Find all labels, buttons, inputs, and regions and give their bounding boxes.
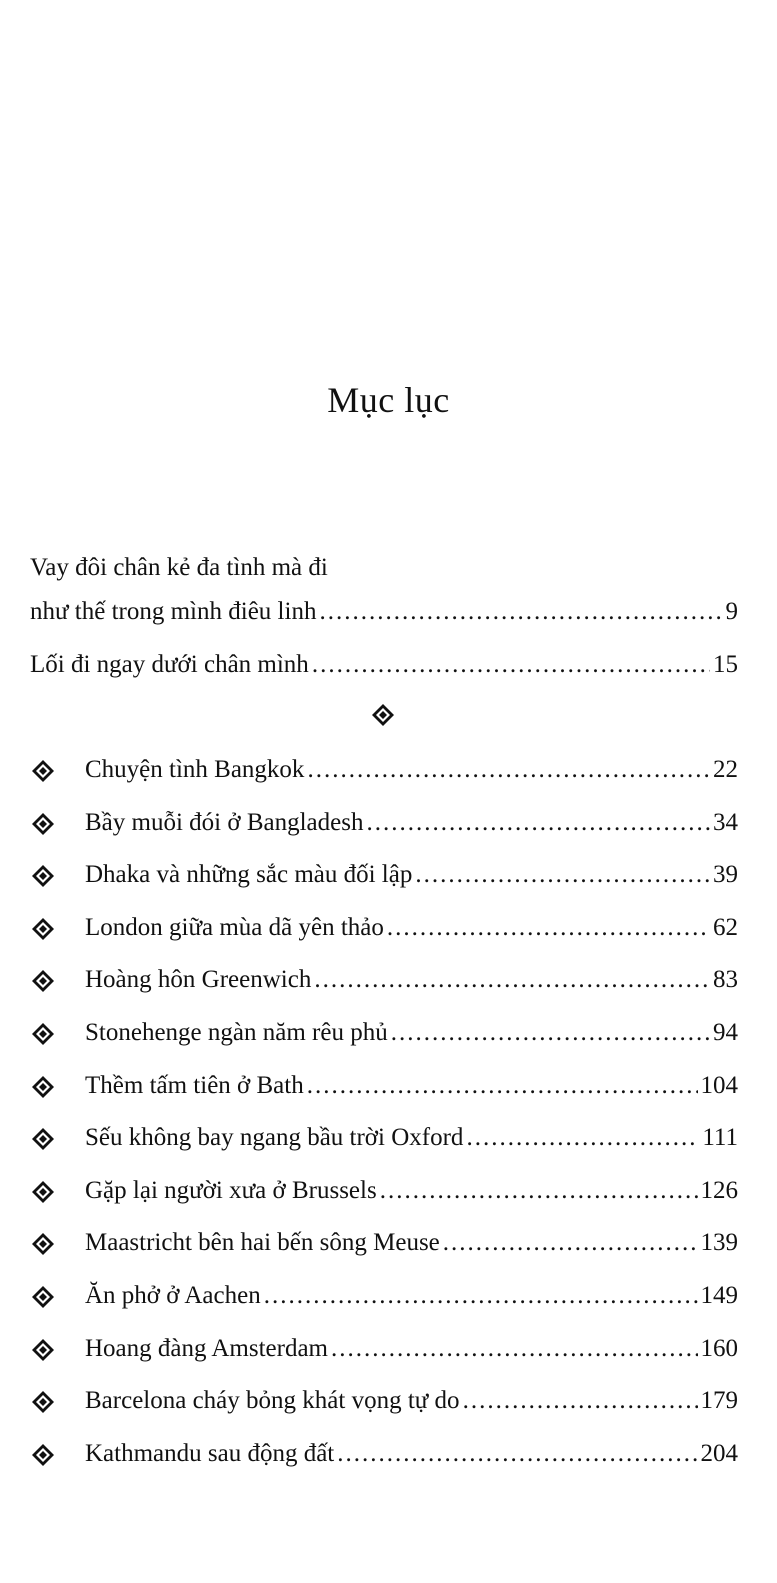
diamond-bullet-icon: [31, 1285, 55, 1309]
entry-title: Maastricht bên hai bến sông Meuse: [85, 1229, 440, 1256]
toc-entry-5[interactable]: [85, 960, 738, 1000]
page-number: 204: [700, 1440, 738, 1467]
toc-entry-13[interactable]: [85, 1381, 738, 1421]
page-number: 179: [700, 1387, 738, 1414]
diamond-bullet-icon: [31, 1127, 55, 1151]
intro-entry-1[interactable]: [30, 592, 738, 632]
leader-dots: [307, 1066, 698, 1106]
page-number: 104: [700, 1072, 738, 1099]
toc-entry-1[interactable]: [85, 750, 738, 790]
page-number: 160: [700, 1335, 738, 1362]
page-number: 149: [700, 1282, 738, 1309]
diamond-bullet-icon: [31, 1390, 55, 1414]
intro-entry-1-line-2: như thế trong mình điêu linh: [30, 598, 317, 625]
diamond-bullet-icon: [31, 1338, 55, 1362]
leader-dots: [264, 1276, 698, 1316]
toc-entry-2[interactable]: [85, 803, 738, 843]
intro-entry-2[interactable]: [30, 645, 738, 685]
leader-dots: [466, 1118, 699, 1158]
page-number: 94: [713, 1019, 738, 1046]
entry-title: Kathmandu sau động đất: [85, 1440, 335, 1467]
diamond-bullet-icon: [31, 1022, 55, 1046]
entry-title: Thềm tấm tiên ở Bath: [85, 1072, 304, 1099]
toc-entry-8[interactable]: [85, 1118, 738, 1158]
entry-title: Chuyện tình Bangkok: [85, 756, 305, 783]
leader-dots: [463, 1381, 698, 1421]
toc-entry-11[interactable]: [85, 1276, 738, 1316]
entry-title: Hoàng hôn Greenwich: [85, 966, 312, 993]
entry-title: Ăn phở ở Aachen: [85, 1282, 261, 1309]
entry-title: Dhaka và những sắc màu đối lập: [85, 861, 413, 888]
diamond-bullet-icon: [31, 759, 55, 783]
leader-dots: [391, 1013, 710, 1053]
entry-title: Lối đi ngay dưới chân mình: [30, 651, 309, 678]
toc-entry-9[interactable]: [85, 1171, 738, 1211]
leader-dots: [387, 908, 710, 948]
page-number: 9: [725, 598, 738, 625]
entry-title: Stonehenge ngàn năm rêu phủ: [85, 1019, 388, 1046]
diamond-bullet-icon: [31, 864, 55, 888]
page-number: 139: [700, 1229, 738, 1256]
entry-title: Sếu không bay ngang bầu trời Oxford: [85, 1124, 464, 1151]
toc-entry-3[interactable]: [85, 855, 738, 895]
entry-title: Hoang đàng Amsterdam: [85, 1335, 329, 1362]
leader-dots: [366, 803, 710, 843]
page-number: 126: [700, 1177, 738, 1204]
toc-entry-6[interactable]: [85, 1013, 738, 1053]
page-number: 62: [713, 914, 738, 941]
page-title: Mục lục: [327, 380, 450, 420]
toc-entry-10[interactable]: [85, 1223, 738, 1263]
page-number: 15: [713, 651, 738, 678]
leader-dots: [307, 750, 710, 790]
entry-title: Gặp lại người xưa ở Brussels: [85, 1177, 377, 1204]
leader-dots: [443, 1223, 698, 1263]
page-number: 83: [713, 966, 738, 993]
leader-dots: [319, 592, 722, 632]
diamond-bullet-icon: [31, 812, 55, 836]
entry-title: Barcelona cháy bỏng khát vọng tự do: [85, 1387, 460, 1414]
toc-entry-14[interactable]: [85, 1434, 738, 1474]
entry-title: Bầy muỗi đói ở Bangladesh: [85, 809, 364, 836]
diamond-bullet-icon: [31, 1443, 55, 1467]
diamond-bullet-icon: [31, 1232, 55, 1256]
diamond-bullet-icon: [31, 969, 55, 993]
diamond-bullet-icon: [31, 917, 55, 941]
diamond-bullet-icon: [31, 1180, 55, 1204]
page-number: 22: [713, 756, 738, 783]
page-number: 39: [713, 861, 738, 888]
leader-dots: [337, 1434, 697, 1474]
leader-dots: [312, 645, 710, 685]
entry-title: London giữa mùa dã yên thảo: [85, 914, 384, 941]
leader-dots: [331, 1329, 697, 1369]
intro-entry-1-line-1: Vay đôi chân kẻ đa tình mà đi: [30, 554, 328, 581]
page-number: 111: [702, 1124, 738, 1151]
page-number: 34: [713, 809, 738, 836]
leader-dots: [380, 1171, 698, 1211]
leader-dots: [415, 855, 710, 895]
diamond-ornament-icon: [371, 703, 395, 727]
toc-entry-7[interactable]: [85, 1066, 738, 1106]
toc-entry-12[interactable]: [85, 1329, 738, 1369]
toc-entry-4[interactable]: [85, 908, 738, 948]
diamond-bullet-icon: [31, 1075, 55, 1099]
leader-dots: [314, 960, 710, 1000]
